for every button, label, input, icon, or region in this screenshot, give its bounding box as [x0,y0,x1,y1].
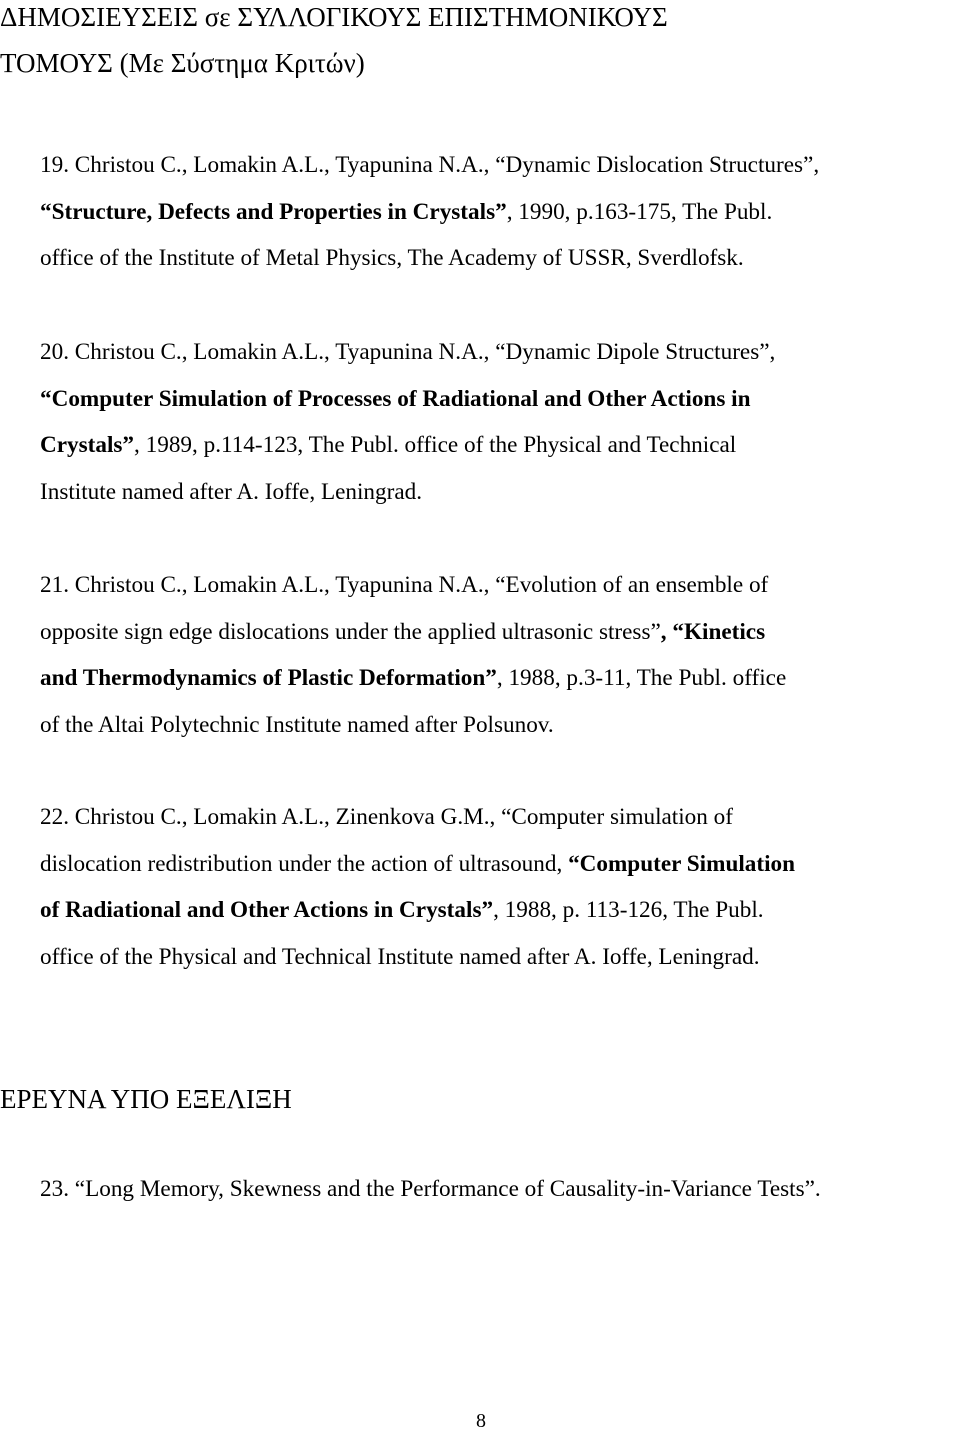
reference-22-line-4: office of the Physical and Technical Institute named after A. Ioffe, Leningrad. [40,943,760,970]
reference-20-source-title-end: Crystals” [40,432,135,458]
reference-23-line-1: 23. “Long Memory, Skewness and the Performance of Causality-in-Variance Tests”. [40,1176,821,1202]
reference-22-line-3 [40,887,795,934]
reference-20-line-2 [40,376,775,423]
reference-22-line-2 [40,841,795,888]
reference-20-details: , 1989, p.114-123, The Publ. office of the Physical and Technical [134,432,737,458]
reference-22-source-title-end: of Radiational and Other Actions in Crystals” [40,897,494,923]
reference-19-line-2 [40,189,819,236]
section-heading-line-1: ΔΗΜΟΣΙΕΥΣΕΙΣ σε ΣΥΛΛΟΓΙΚΟΥΣ ΕΠΙΣΤΗΜΟΝΙΚΟΥΣ [0,2,668,32]
reference-21 [40,562,786,748]
reference-19-details: , 1990, p.163-175, The Publ. [506,198,773,225]
reference-21-source-title-end: and Thermodynamics of Plastic Deformation” [40,665,497,691]
reference-22-title-end: dislocation redistribution under the action of ultrasound, [40,850,569,877]
reference-19-line-3: office of the Institute of Metal Physics, The Academy of USSR, Sverdlofsk. [40,245,744,271]
reference-21-line-4: of the Altai Polytechnic Institute named after Polsunov. [40,711,554,738]
reference-20-line-3 [40,422,775,469]
reference-21-line-2 [40,609,786,656]
section-heading-publications [0,0,668,86]
reference-22 [40,794,795,980]
reference-21-line-1: 21. Christou C., Lomakin A.L., Tyapunina N.A., “Evolution of an ensemble of [40,572,769,598]
reference-19 [40,142,819,282]
reference-20-line-4: Institute named after A. Ioffe, Leningrad. [40,478,423,505]
page-number: 8 [476,1410,486,1432]
reference-20-line-1: 20. Christou C., Lomakin A.L., Tyapunina N.A., “Dynamic Dipole Structures”, [40,339,776,365]
reference-19-source-title: “Structure, Defects and Properties in Crystals” [40,198,507,225]
reference-21-source-title: , “Kinetics [660,618,766,645]
section-heading-research: ΕΡΕΥΝΑ ΥΠΟ ΕΞΕΛΙΞΗ [0,1084,292,1114]
reference-23 [40,1166,821,1213]
reference-21-line-3 [40,655,786,702]
reference-21-title-end: opposite sign edge dislocations under the applied ultrasonic stress” [40,618,661,645]
reference-20 [40,329,775,515]
reference-20-source-title: “Computer Simulation of Processes of Radiational and Other Actions in [40,385,751,412]
reference-22-line-1: 22. Christou C., Lomakin A.L., Zinenkova G.M., “Computer simulation of [40,804,733,830]
reference-22-source-title: “Computer Simulation [568,850,796,877]
section-heading-line-2: ΤΟΜΟΥΣ (Με Σύστημα Κριτών) [0,48,365,78]
reference-21-details: , 1988, p.3-11, The Publ. office [496,665,787,691]
reference-19-line-1: 19. Christou C., Lomakin A.L., Tyapunina N.A., “Dynamic Dislocation Structures”, [40,152,820,178]
reference-22-details: , 1988, p. 113-126, The Publ. [493,897,764,923]
